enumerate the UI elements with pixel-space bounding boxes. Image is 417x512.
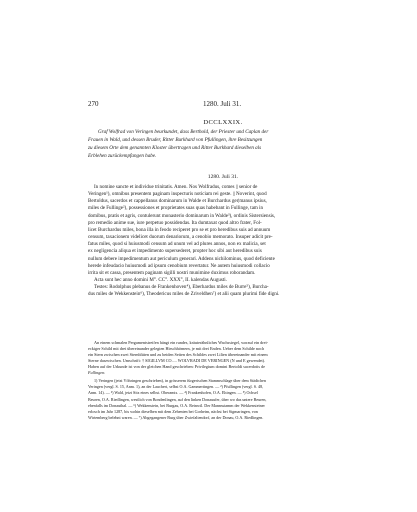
body-line: Acta sunt hec anno domini M°. CC°. XXX°, II. kalendas Augusti.	[94, 277, 227, 284]
body-line: licet Burchardus miles, bona illa in feodo reciperet pro se et pro heredibus suis ad annuum	[88, 226, 271, 233]
body-line: pro remedio anime sue, iure perpetuo possidendas. Ita dumtaxat quod altro frater, Fol-	[88, 219, 262, 226]
body-line: herede infeudacio huiusmodi ad ipsum cenobium revertatur. Ne autem huiusmodi collacio	[88, 262, 270, 269]
document-date: 1280. Juli 31.	[207, 174, 239, 180]
body-line: dus miles de Wekkenstein⁶), Theodericus miles de Zriveldhen⁷) et alii quam plurimi fide digni.	[88, 291, 280, 298]
footnote-line: 1) Veringen (jetzt Vöhringen geschrieben), in grösserem fürgerischen Stammschlage über dem Städtchen	[94, 378, 266, 383]
body-line: ex negligencia aliqua et impedimento supersederet, propter hoc sibi aut heredibus suis	[88, 248, 262, 255]
body-line: nullum debere impedimentum aut periculum generari. Addens nichilominus, quod deficiente	[88, 255, 275, 262]
body-line: irrita sit et cassa, presentem paginam sigilli nostri munimine duximus roborandam.	[88, 269, 256, 276]
body-line: censum, taxacionem videlicet duorum denariorum, a cenobio memorato. Insuper adicit pre-	[88, 234, 273, 241]
summary-line: Graf Wolfrad von Veringen beurkundet, dass Berthold, der Priester und Caplan der	[98, 129, 269, 135]
footnote-line: Veringen (vergl. S. 15, Anm. 1), an der Lauchert, selbst O.A. Gammertingen. — ²) Pfullingen (vergl. S. 48,	[88, 384, 264, 390]
seal-note-line: Fullingen.	[88, 370, 106, 376]
seal-note-line: Sterne darzwischen. Umschrift: † SIGILLVM CO..... WOLVRADI DE VERINGEN (N und E gewendet).	[88, 358, 266, 364]
summary-line: Frauen in Wald, und dessen Bruder, Ritter Burkhard von Pfullingen, ihre Besitzungen	[88, 136, 263, 143]
body-line: miles de Fullinge²), possessiones et proprietates suas quas habebant in Fullinge, tam in	[88, 205, 264, 212]
page-number: 270	[88, 100, 99, 108]
footnotes	[88, 378, 358, 421]
summary-line: Erblehen zurückempfangen habe.	[88, 152, 157, 159]
seal-description	[88, 340, 358, 377]
running-head	[88, 100, 358, 110]
footnote-line: Beuren, O.A. Riedlingen, westlich von Bondenlingen, auf den linken Donauufer, über wo das untere Beuren,	[88, 396, 267, 402]
body-line: In nomine sancte et individue trinitatis. Amen. Nos Wolfradus, comes || senior de	[94, 184, 258, 190]
seal-note-line: eckiger Schild mit drei übereinander gelegten Hirschhörnern, je mit drei Enden. Ueber dem Schilde noch	[88, 346, 265, 352]
document-number: DCCLXXIX.	[203, 119, 243, 126]
header-date: 1280. Juli 31.	[203, 100, 242, 108]
summary-line: zu diesem Orte dem genannten Kloster übertragen und Ritter Burkhard dieselben als	[88, 144, 262, 151]
footnote-line: Anm. 14). — ³) Wald, jetzt Sitz eines selbst. Oberamts. — ⁴) Frankenhofen, O.A. Ehingen. — ⁵) Ochsel	[88, 390, 258, 396]
body-line: fatus miles, quod si huiusmodi censum ad unum vel ad plures annos, non ex malicia, set	[88, 241, 266, 248]
body-line: Bertoldus, sacerdos et cappellanus dominarum in Walde et Burchardus ger|manus ipsius,	[88, 198, 267, 205]
footnote-line: Wirtemberg belehnt waren. — ⁷) Abgegangener Burg über Zwiefaltendorf, an der Donau, O.A. Riedlingen.	[88, 415, 264, 421]
seal-note-line: An einem schmalen Pergamentstreifen hängt ein rundes, kräuterähnliches Wachssiegel, worauf ein drei-	[94, 340, 269, 345]
charter-text	[88, 184, 358, 299]
footnote-line: ebenfalls im Donauthal. — ⁶) Wekkenstein, bei Burgau, O.A. Reinwil. Der Mannsstamm der Wekkensteiner	[88, 402, 265, 408]
body-line: domibus, pratis et agris, contulerunt monasterio dominarum in Walde³), ordinis Sistersiensis,	[88, 212, 276, 219]
seal-note-line: ein Stern zwischen zwei Sternblüten und zu beiden Seiten des Schildes zwei Lilien übereinander mit einem	[88, 352, 268, 358]
seal-note-line: Haben auf der Urkunde ist von der gleichen Hand geschrieben: Privilegium domini Bertoldi sacerdotis de	[88, 364, 265, 370]
footnote-line: erlosch im Jahr 1287, bis wohin dieselben mit dem Zehenten bei Gorheim, nächst bei Sigmaringen, von	[88, 409, 258, 415]
document-summary	[88, 129, 358, 161]
body-line: Testes: Rodolphus plebanus de Frankenhoven⁴), Eberhardus miles de Burre⁵), Burcha-	[94, 284, 269, 291]
body-line: Veringen¹), omnibus presentem paginam inspecturis noticiam rei geste. || Noverint, quod	[88, 191, 267, 198]
